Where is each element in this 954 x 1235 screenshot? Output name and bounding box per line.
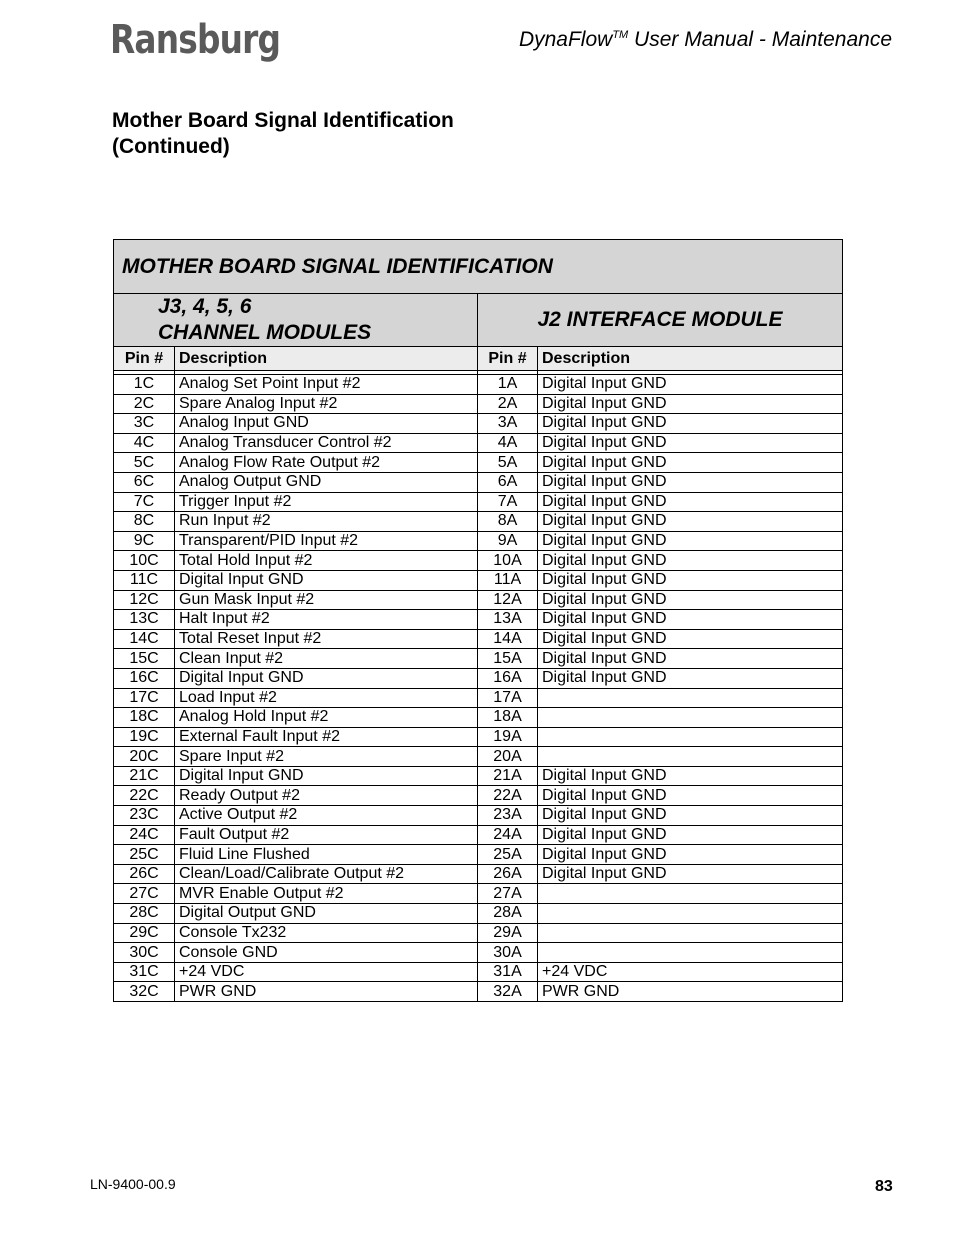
- pin-a-cell: 13A: [478, 610, 538, 630]
- description-c-cell: Spare Input #2: [175, 747, 478, 767]
- table-row: [114, 982, 843, 1002]
- table-row: [114, 492, 843, 512]
- table-row: [114, 904, 843, 924]
- column-header-description-c: Description: [175, 347, 478, 371]
- pin-a-cell: 7A: [478, 492, 538, 512]
- pin-c-cell: 31C: [114, 962, 175, 982]
- pin-c-cell: 12C: [114, 590, 175, 610]
- description-a-cell: Digital Input GND: [538, 610, 843, 630]
- pin-a-cell: 27A: [478, 884, 538, 904]
- description-c-cell: Fluid Line Flushed: [175, 845, 478, 865]
- pin-a-cell: 23A: [478, 806, 538, 826]
- description-a-cell: Digital Input GND: [538, 531, 843, 551]
- description-c-cell: Run Input #2: [175, 512, 478, 532]
- description-c-cell: Total Reset Input #2: [175, 629, 478, 649]
- document-number: LN-9400-00.9: [90, 1176, 176, 1192]
- pin-c-cell: 3C: [114, 414, 175, 434]
- description-a-cell: Digital Input GND: [538, 825, 843, 845]
- table-row: [114, 570, 843, 590]
- description-a-cell: [538, 727, 843, 747]
- table-row: [114, 531, 843, 551]
- pin-c-cell: 2C: [114, 394, 175, 414]
- description-c-cell: Analog Input GND: [175, 414, 478, 434]
- column-header-pin-a: Pin #: [478, 347, 538, 371]
- group-header-channel-modules: [114, 294, 478, 347]
- description-a-cell: [538, 923, 843, 943]
- table-row: [114, 668, 843, 688]
- description-c-cell: Digital Input GND: [175, 766, 478, 786]
- trademark-mark: TM: [612, 29, 629, 41]
- description-c-cell: External Fault Input #2: [175, 727, 478, 747]
- table-title: MOTHER BOARD SIGNAL IDENTIFICATION: [114, 240, 843, 294]
- description-a-cell: [538, 943, 843, 963]
- description-c-cell: Analog Transducer Control #2: [175, 433, 478, 453]
- table-row: [114, 727, 843, 747]
- table-row: [114, 590, 843, 610]
- pin-a-cell: 17A: [478, 688, 538, 708]
- table-row: [114, 786, 843, 806]
- description-c-cell: Load Input #2: [175, 688, 478, 708]
- description-a-cell: [538, 904, 843, 924]
- table-row: [114, 806, 843, 826]
- column-header-description-a: Description: [538, 347, 843, 371]
- pin-a-cell: 2A: [478, 394, 538, 414]
- description-a-cell: PWR GND: [538, 982, 843, 1002]
- pin-c-cell: 7C: [114, 492, 175, 512]
- pin-a-cell: 21A: [478, 766, 538, 786]
- description-a-cell: [538, 747, 843, 767]
- description-a-cell: Digital Input GND: [538, 512, 843, 532]
- pin-c-cell: 19C: [114, 727, 175, 747]
- table-row: [114, 923, 843, 943]
- section-heading-line2: (Continued): [112, 135, 230, 158]
- section-heading: [112, 108, 454, 160]
- table-row: [114, 414, 843, 434]
- pin-a-cell: 6A: [478, 472, 538, 492]
- pin-a-cell: 26A: [478, 864, 538, 884]
- table-row: [114, 610, 843, 630]
- pin-c-cell: 10C: [114, 551, 175, 571]
- table-row: [114, 943, 843, 963]
- description-c-cell: Fault Output #2: [175, 825, 478, 845]
- pin-c-cell: 21C: [114, 766, 175, 786]
- document-title: [519, 28, 892, 52]
- pin-a-cell: 30A: [478, 943, 538, 963]
- pin-c-cell: 15C: [114, 649, 175, 669]
- pin-c-cell: 18C: [114, 708, 175, 728]
- description-c-cell: MVR Enable Output #2: [175, 884, 478, 904]
- description-c-cell: Digital Output GND: [175, 904, 478, 924]
- table-row: [114, 629, 843, 649]
- pin-a-cell: 18A: [478, 708, 538, 728]
- description-a-cell: Digital Input GND: [538, 786, 843, 806]
- pin-c-cell: 17C: [114, 688, 175, 708]
- pin-a-cell: 15A: [478, 649, 538, 669]
- table-row: [114, 472, 843, 492]
- description-a-cell: Digital Input GND: [538, 570, 843, 590]
- pin-c-cell: 25C: [114, 845, 175, 865]
- description-a-cell: Digital Input GND: [538, 668, 843, 688]
- table-row: [114, 747, 843, 767]
- pin-c-cell: 6C: [114, 472, 175, 492]
- table-row: [114, 864, 843, 884]
- pin-a-cell: 24A: [478, 825, 538, 845]
- signal-identification-table: [113, 239, 843, 1002]
- pin-a-cell: 9A: [478, 531, 538, 551]
- description-a-cell: [538, 688, 843, 708]
- pin-c-cell: 13C: [114, 610, 175, 630]
- pin-c-cell: 5C: [114, 453, 175, 473]
- description-a-cell: Digital Input GND: [538, 864, 843, 884]
- pin-c-cell: 1C: [114, 375, 175, 395]
- pin-c-cell: 27C: [114, 884, 175, 904]
- ransburg-logo: Ransburg: [110, 17, 281, 63]
- table-row: [114, 394, 843, 414]
- pin-a-cell: 16A: [478, 668, 538, 688]
- description-c-cell: Total Hold Input #2: [175, 551, 478, 571]
- table-row: [114, 688, 843, 708]
- description-c-cell: +24 VDC: [175, 962, 478, 982]
- description-c-cell: Ready Output #2: [175, 786, 478, 806]
- table-row: [114, 433, 843, 453]
- description-a-cell: Digital Input GND: [538, 472, 843, 492]
- pin-c-cell: 24C: [114, 825, 175, 845]
- section-heading-line1: Mother Board Signal Identification: [112, 109, 454, 132]
- description-c-cell: Halt Input #2: [175, 610, 478, 630]
- table-row: [114, 512, 843, 532]
- pin-a-cell: 22A: [478, 786, 538, 806]
- description-c-cell: Trigger Input #2: [175, 492, 478, 512]
- pin-a-cell: 25A: [478, 845, 538, 865]
- table-row: [114, 375, 843, 395]
- description-a-cell: Digital Input GND: [538, 433, 843, 453]
- pin-c-cell: 26C: [114, 864, 175, 884]
- description-c-cell: Clean/Load/Calibrate Output #2: [175, 864, 478, 884]
- description-c-cell: PWR GND: [175, 982, 478, 1002]
- description-c-cell: Digital Input GND: [175, 668, 478, 688]
- pin-a-cell: 11A: [478, 570, 538, 590]
- pin-a-cell: 3A: [478, 414, 538, 434]
- description-a-cell: Digital Input GND: [538, 453, 843, 473]
- description-c-cell: Analog Hold Input #2: [175, 708, 478, 728]
- pin-a-cell: 5A: [478, 453, 538, 473]
- description-a-cell: Digital Input GND: [538, 845, 843, 865]
- pin-c-cell: 30C: [114, 943, 175, 963]
- pin-a-cell: 19A: [478, 727, 538, 747]
- pin-a-cell: 31A: [478, 962, 538, 982]
- pin-c-cell: 4C: [114, 433, 175, 453]
- description-a-cell: Digital Input GND: [538, 414, 843, 434]
- description-a-cell: Digital Input GND: [538, 649, 843, 669]
- pin-c-cell: 29C: [114, 923, 175, 943]
- pin-c-cell: 22C: [114, 786, 175, 806]
- description-a-cell: Digital Input GND: [538, 394, 843, 414]
- pin-a-cell: 4A: [478, 433, 538, 453]
- description-c-cell: Clean Input #2: [175, 649, 478, 669]
- description-a-cell: [538, 708, 843, 728]
- description-c-cell: Transparent/PID Input #2: [175, 531, 478, 551]
- pin-c-cell: 9C: [114, 531, 175, 551]
- group-header-j2-interface: J2 INTERFACE MODULE: [478, 294, 843, 347]
- description-a-cell: Digital Input GND: [538, 590, 843, 610]
- document-title-product: DynaFlow: [518, 28, 613, 51]
- description-c-cell: Analog Flow Rate Output #2: [175, 453, 478, 473]
- pin-c-cell: 8C: [114, 512, 175, 532]
- pin-c-cell: 16C: [114, 668, 175, 688]
- description-a-cell: Digital Input GND: [538, 766, 843, 786]
- description-c-cell: Gun Mask Input #2: [175, 590, 478, 610]
- page-number: 83: [875, 1178, 893, 1195]
- table-row: [114, 825, 843, 845]
- table-row: [114, 962, 843, 982]
- description-a-cell: Digital Input GND: [538, 629, 843, 649]
- column-header-pin-c: Pin #: [114, 347, 175, 371]
- document-title-rest: User Manual - Maintenance: [628, 28, 892, 51]
- pin-a-cell: 10A: [478, 551, 538, 571]
- description-c-cell: Analog Output GND: [175, 472, 478, 492]
- description-a-cell: Digital Input GND: [538, 551, 843, 571]
- pin-c-cell: 32C: [114, 982, 175, 1002]
- pin-a-cell: 29A: [478, 923, 538, 943]
- group-header-channel-line2: CHANNEL MODULES: [158, 321, 372, 344]
- pin-a-cell: 12A: [478, 590, 538, 610]
- description-a-cell: [538, 884, 843, 904]
- pin-c-cell: 14C: [114, 629, 175, 649]
- pin-c-cell: 28C: [114, 904, 175, 924]
- description-a-cell: +24 VDC: [538, 962, 843, 982]
- description-a-cell: Digital Input GND: [538, 806, 843, 826]
- pin-a-cell: 28A: [478, 904, 538, 924]
- pin-c-cell: 20C: [114, 747, 175, 767]
- description-c-cell: Digital Input GND: [175, 570, 478, 590]
- pin-a-cell: 20A: [478, 747, 538, 767]
- pin-a-cell: 8A: [478, 512, 538, 532]
- group-header-channel-line1: J3, 4, 5, 6: [158, 295, 252, 318]
- table-row: [114, 551, 843, 571]
- description-c-cell: Console GND: [175, 943, 478, 963]
- pin-a-cell: 32A: [478, 982, 538, 1002]
- pin-c-cell: 11C: [114, 570, 175, 590]
- description-c-cell: Console Tx232: [175, 923, 478, 943]
- description-a-cell: Digital Input GND: [538, 375, 843, 395]
- table-row: [114, 453, 843, 473]
- description-c-cell: Spare Analog Input #2: [175, 394, 478, 414]
- table-row: [114, 766, 843, 786]
- description-c-cell: Analog Set Point Input #2: [175, 375, 478, 395]
- table-row: [114, 845, 843, 865]
- description-c-cell: Active Output #2: [175, 806, 478, 826]
- pin-c-cell: 23C: [114, 806, 175, 826]
- table-row: [114, 708, 843, 728]
- pin-a-cell: 14A: [478, 629, 538, 649]
- description-a-cell: Digital Input GND: [538, 492, 843, 512]
- pin-a-cell: 1A: [478, 375, 538, 395]
- table-row: [114, 649, 843, 669]
- table-row: [114, 884, 843, 904]
